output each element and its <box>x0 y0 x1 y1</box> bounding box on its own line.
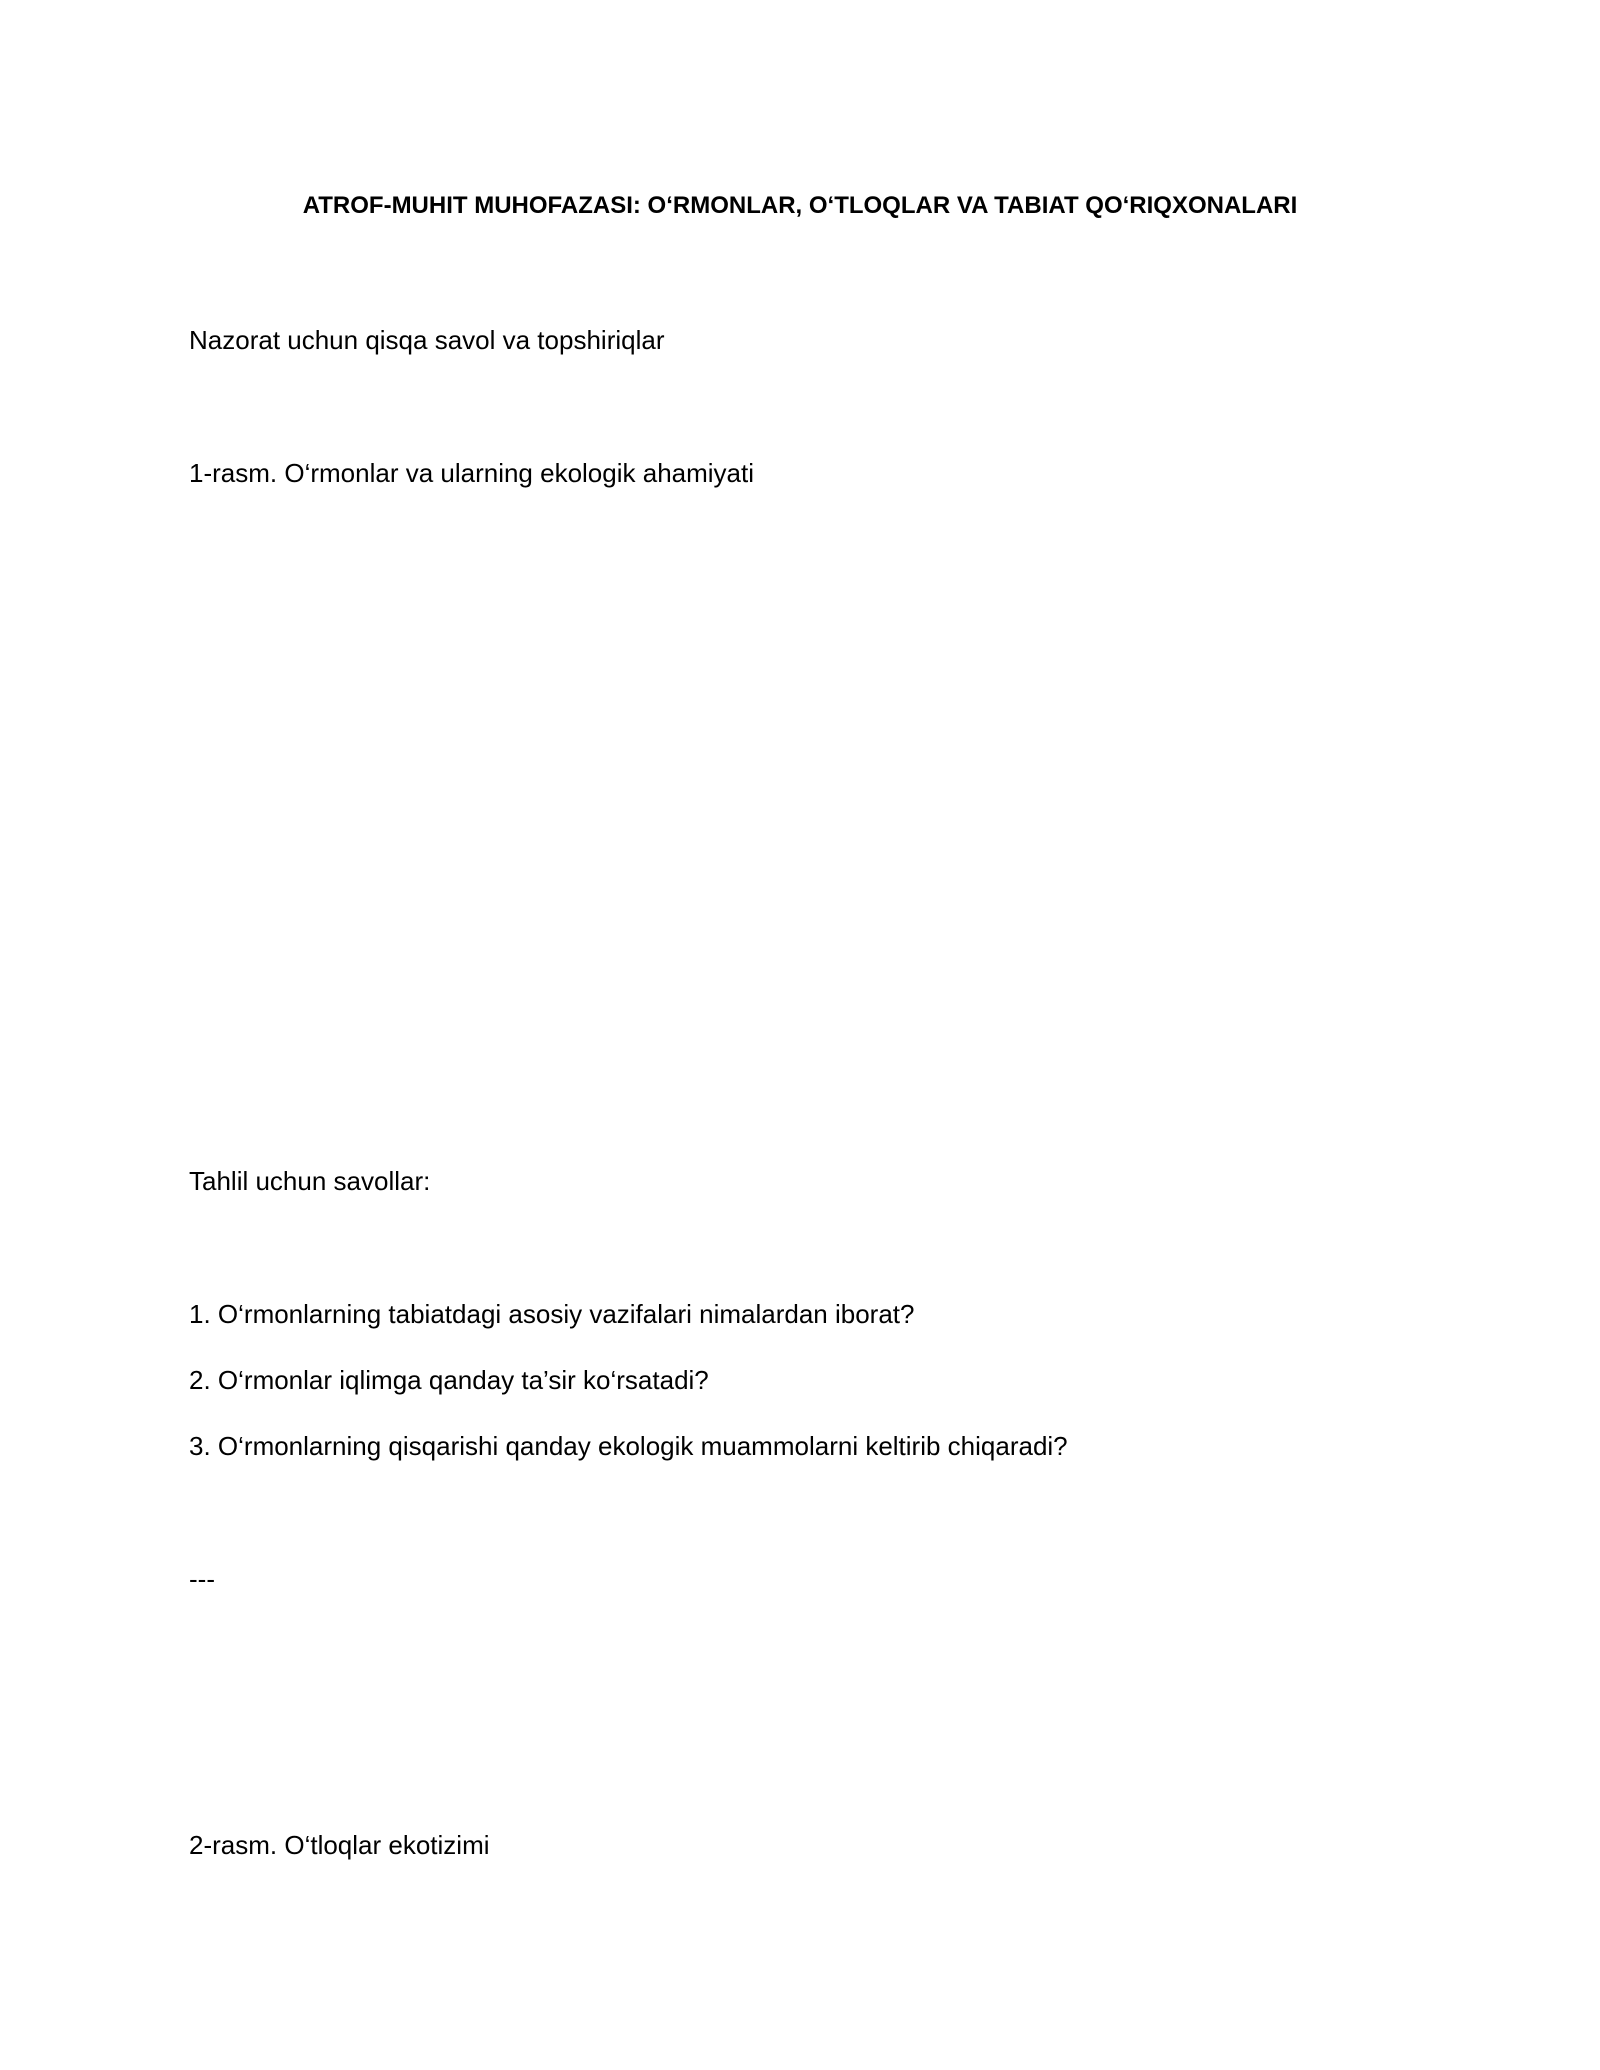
figure-2-caption: 2-rasm. O‘tloqlar ekotizimi <box>189 1830 490 1860</box>
subtitle: Nazorat uchun qisqa savol va topshiriqlar <box>189 325 665 355</box>
question-2: 2. O‘rmonlar iqlimga qanday ta’sir ko‘rsatadi? <box>189 1365 709 1395</box>
figure-1-blank-area <box>189 510 1409 1130</box>
question-3: 3. O‘rmonlarning qisqarishi qanday ekologik muammolarni keltirib chiqaradi? <box>189 1431 1068 1461</box>
section-separator: --- <box>189 1564 215 1594</box>
question-1: 1. O‘rmonlarning tabiatdagi asosiy vazifalari nimalardan iborat? <box>189 1299 915 1329</box>
figure-1-caption: 1-rasm. O‘rmonlar va ularning ekologik ahamiyati <box>189 458 755 488</box>
document-title: ATROF-MUHIT MUHOFAZASI: O‘RMONLAR, O‘TLOQLAR VA TABIAT QO‘RIQXONALARI <box>302 192 1298 219</box>
analysis-heading: Tahlil uchun savollar: <box>189 1166 431 1196</box>
